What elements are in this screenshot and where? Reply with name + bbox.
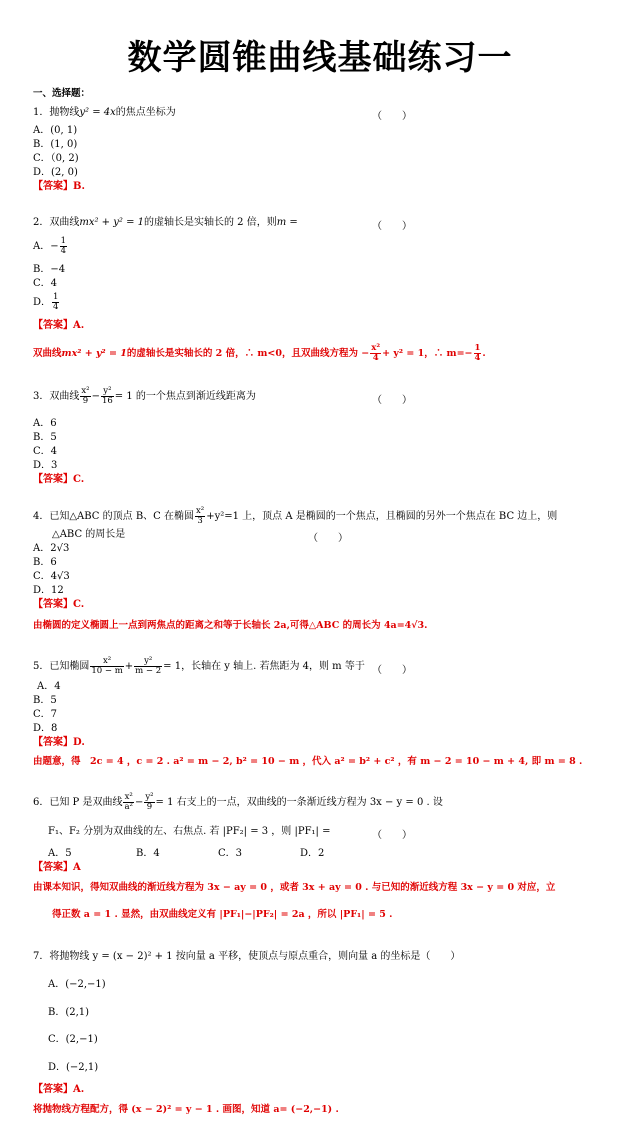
q7-explanation: 将抛物线方程配方，得 (x − 2)² = y − 1 . 画图，知道 a= (−2,−1) . (33, 1104, 339, 1115)
frac-den: 4 (372, 353, 379, 363)
frac-num: 1 (60, 236, 67, 246)
q2-answer: 【答案】A. (33, 320, 85, 331)
frac-den: 10 − m (91, 666, 123, 676)
q6-stem-line2: F₁、F₂ 分别为双曲线的左、右焦点. 若 |PF₂| = 3 ，则 |PF₁| = (48, 826, 331, 837)
q4-explanation: 由椭圆的定义椭圆上一点到两焦点的距离之和等于长轴长 2a,可得△ABC 的周长为 4a=4√3. (33, 620, 428, 631)
frac-num: x² (371, 343, 381, 353)
q2-explain-end: . (482, 348, 486, 359)
q6-option-b: B．4 (136, 848, 160, 859)
question-6-stem: 6．已知 P 是双曲线 $\frac{\text{x²}}{\text{a²}}$ − $\frac{\text{y²}}{9}$ = 1 右支上的一点，双曲线的一条渐近线方程为 3x − y = 0 . 设 (33, 792, 443, 812)
q2-option-d-label: D． (33, 297, 52, 308)
fraction (90, 657, 123, 676)
q6-explanation-1: 由课本知识，得知双曲线的渐近线方程为 3x − ay = 0 ，或者 3x + ay = 0 . 与已知的渐近线方程 3x − y = 0 对应，立 (33, 882, 556, 893)
q5-stem-text: 5．已知椭圆 (33, 661, 90, 672)
q4-option-c: C．4√3 (33, 571, 70, 582)
frac-den: 4 (53, 302, 59, 312)
frac-num: y² (145, 792, 154, 802)
q5-option-b: B．5 (33, 695, 57, 706)
q2-explain-text-b: 的虚轴长是实轴长的 2 倍，∴ m<0，且双曲线方程为 − (126, 348, 370, 359)
q7-option-c: C．(2,−1) (48, 1034, 98, 1045)
q1-stem-text: 1．抛物线 (33, 107, 80, 118)
frac-num: x² (81, 386, 90, 396)
q5-option-c: C．7 (33, 709, 58, 720)
q7-option-a: A．(−2,−1) (48, 979, 106, 990)
q7-option-b: B．(2,1) (48, 1007, 90, 1018)
frac-den: 9 (146, 802, 153, 812)
q7-option-d: D．(−2,1) (48, 1062, 99, 1073)
question-4-stem (33, 507, 557, 526)
q3-stem-text: 3．双曲线 (33, 391, 80, 402)
frac-num: y² (134, 657, 162, 667)
minus-sign: − (91, 391, 100, 402)
answer-blank: （ ） (372, 830, 412, 841)
question-5-stem: 5．已知椭圆 $\frac{\text{x²}}{10 - m}$ + $\frac{\text{y²}}{m - 2}$ = 1，长轴在 y 轴上. 若焦距为 4，则 m 等于 (33, 656, 365, 676)
q2-stem-var: m = (276, 217, 298, 228)
q2-stem-text: 2．双曲线 (33, 217, 80, 228)
page-title: 数学圆锥曲线基础练习一 (127, 38, 513, 78)
q3-answer: 【答案】C. (33, 474, 85, 485)
fraction (474, 344, 482, 363)
q6-stem-text-b: = 1 右支上的一点，双曲线的一条渐近线方程为 3x − y = 0 . 设 (155, 797, 443, 808)
question-2-stem (33, 217, 298, 229)
fraction (80, 387, 90, 406)
frac-num: 1 (53, 292, 59, 302)
q4-stem-text: 4．已知△ABC 的顶点 B、C 在椭圆 (33, 511, 194, 522)
section-heading: 一、选择题： (33, 88, 91, 99)
frac-den: 4 (474, 353, 481, 363)
q4-stem-line2: △ABC 的周长是 (52, 529, 126, 540)
answer-blank: （ ） (372, 665, 412, 676)
q2-explain-eq: mx² + y² = 1 (61, 348, 127, 359)
fraction (60, 237, 67, 256)
answer-blank: （ ） (372, 221, 412, 232)
question-3-stem (33, 387, 256, 406)
q1-equation: y² = 4x (79, 107, 116, 118)
q2-explanation (33, 344, 486, 363)
q4-answer: 【答案】C. (33, 599, 85, 610)
q3-stem-text-b: = 1 的一个焦点到渐近线距离为 (114, 391, 256, 402)
q2-explain-text: 双曲线 (33, 348, 62, 359)
q4-option-b: B．6 (33, 557, 57, 568)
q5-option-d: D．8 (33, 723, 58, 734)
frac-num: y² (101, 387, 114, 397)
q1-option-a: A．(0, 1) (33, 125, 78, 136)
q5-answer: 【答案】D. (33, 737, 85, 748)
q2-option-a (33, 237, 68, 256)
q1-option-c: C．（0, 2) (33, 153, 79, 164)
q2-option-a-label: A．− (33, 241, 59, 252)
frac-den: m − 2 (135, 666, 162, 676)
q4-stem-text-b: +y²=1 上，顶点 A 是椭圆的一个焦点，且椭圆的另外一个焦点在 BC 边上，则 (206, 511, 558, 522)
q6-option-a: A．5 (48, 848, 72, 859)
q3-option-a: A．6 (33, 418, 57, 429)
frac-den: a² (124, 802, 133, 812)
q2-option-d (33, 293, 60, 312)
q3-option-b: B．5 (33, 432, 57, 443)
answer-blank: （ ） (372, 395, 412, 406)
q6-option-c: C．3 (218, 848, 243, 859)
q1-option-b: B．(1, 0) (33, 139, 78, 150)
q4-option-d: D．12 (33, 585, 64, 596)
fraction (123, 793, 133, 812)
q5-explanation: 由题意，得 2c = 4 ，c = 2 . a² = m − 2, b² = 10 − m ，代入 a² = b² + c² ，有 m − 2 = 10 − m + 4, 即 m = 8 . (33, 756, 583, 767)
frac-den: 4 (60, 246, 67, 256)
fraction (52, 293, 59, 312)
answer-blank: （ ） (372, 111, 412, 122)
question-1-stem (33, 107, 176, 119)
frac-den: 3 (197, 516, 203, 526)
question-7-stem: 7．将抛物线 y = (x − 2)² + 1 按向量 a 平移，使顶点与原点重合，则向量 a 的坐标是（ ） (33, 951, 461, 962)
frac-num: x² (90, 657, 123, 667)
q5-option-a: A．4 (37, 681, 61, 692)
frac-den: 16 (101, 396, 113, 406)
q2-option-b: B．−4 (33, 264, 66, 275)
fraction (195, 507, 205, 526)
q7-answer: 【答案】A. (33, 1084, 85, 1095)
q3-option-c: C．4 (33, 446, 58, 457)
frac-num: 1 (474, 343, 481, 353)
q2-option-c: C．4 (33, 278, 58, 289)
frac-num: x² (196, 506, 205, 516)
fraction (134, 657, 162, 676)
q4-option-a: A．2√3 (33, 543, 70, 554)
q2-stem-text-b: 的虚轴长是实轴长的 2 倍，则 (144, 217, 277, 228)
answer-blank: （ ） (308, 533, 348, 544)
q6-answer: 【答案】A (33, 862, 81, 873)
q5-stem-text-b: = 1，长轴在 y 轴上. 若焦距为 4，则 m 等于 (163, 661, 365, 672)
fraction (370, 344, 381, 363)
frac-den: 9 (82, 396, 89, 406)
q1-option-d: D．(2, 0) (33, 167, 78, 178)
fraction (144, 793, 154, 812)
q6-explanation-2: 得正数 a = 1 . 显然，由双曲线定义有 |PF₁|−|PF₂| = 2a ，所以 |PF₁| = 5 . (52, 909, 393, 920)
q2-equation: mx² + y² = 1 (79, 217, 144, 228)
q6-option-d: D．2 (300, 848, 325, 859)
frac-num: x² (124, 792, 133, 802)
q1-answer: 【答案】B. (33, 181, 85, 192)
q2-explain-text-c: + y² = 1，∴ m=− (382, 348, 473, 359)
q6-stem-text: 6．已知 P 是双曲线 (33, 797, 123, 808)
q1-stem-text-b: 的焦点坐标为 (115, 107, 176, 118)
q3-option-d: D．3 (33, 460, 58, 471)
fraction (101, 387, 114, 406)
